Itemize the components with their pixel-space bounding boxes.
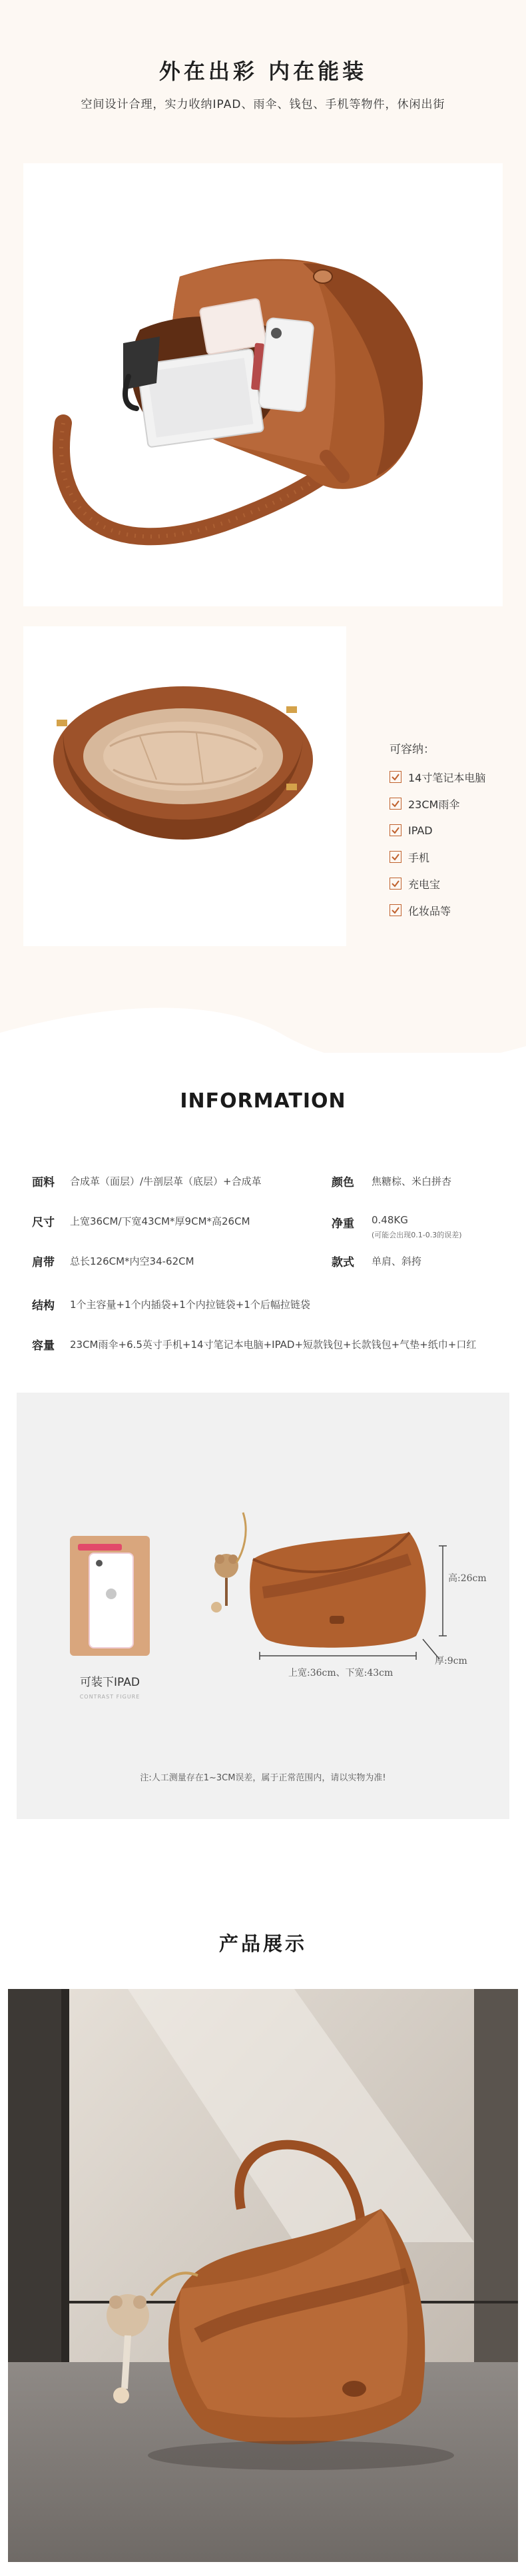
width-label: 上宽:36cm、下宽:43cm	[288, 1668, 394, 1678]
capacity-item	[390, 822, 523, 839]
measurement-note: 注:人工测量存在1~3CM误差，属于正常范围内，请以实物为准!	[140, 1773, 386, 1783]
height-label: 高:26cm	[448, 1573, 487, 1584]
product-title: 产品展示	[218, 1932, 307, 1955]
product-photo	[8, 1989, 518, 2562]
capacity-item-label: 23CM雨伞	[408, 798, 460, 811]
checkbox-icon	[390, 824, 401, 836]
thickness-label: 厚:9cm	[435, 1656, 467, 1666]
info-label: 结构	[32, 1299, 55, 1313]
capacity-item-label: 化妆品等	[408, 904, 451, 918]
bag-interior-illustration	[23, 626, 346, 946]
dimension-panel	[17, 1393, 509, 1819]
info-note: (可能会出现0.1-0.3的误差)	[372, 1231, 462, 1239]
info-label: 容量	[32, 1339, 55, 1353]
apple-logo-icon	[90, 1554, 132, 1647]
capacity-heading: 可容纳：	[390, 743, 435, 756]
info-value: 总长126CM*内空34-62CM	[70, 1255, 194, 1267]
bag-interior-image	[23, 626, 346, 946]
ipad-image	[70, 1536, 150, 1656]
ipad-subcaption: CONTRAST FIGURE	[79, 1694, 140, 1700]
bag-contents-illustration	[23, 163, 503, 606]
bag-contents-image	[23, 163, 503, 606]
info-value: 上宽36CM/下宽43CM*厚9CM*高26CM	[70, 1215, 250, 1227]
info-label: 尺寸	[32, 1216, 55, 1229]
info-value: 0.48KG	[372, 1214, 408, 1226]
phone-image	[89, 1553, 134, 1648]
capacity-item	[390, 902, 523, 919]
capacity-item-label: 14寸笔记本电脑	[408, 771, 486, 784]
checkbox-icon	[390, 904, 401, 916]
info-value: 23CM雨伞+6.5英寸手机+14寸笔记本电脑+IPAD+短款钱包+长款钱包+气垫+纸巾+口红	[70, 1339, 477, 1351]
info-value: 1个主容量+1个内插袋+1个内拉链袋+1个后幅拉链袋	[70, 1299, 310, 1311]
product-photo-illustration	[8, 1989, 518, 2562]
info-label: 颜色	[332, 1176, 354, 1189]
checkbox-icon	[390, 798, 401, 810]
info-value: 焦糖棕、米白拼杏	[372, 1175, 452, 1187]
info-label: 款式	[332, 1256, 354, 1269]
capacity-item	[390, 795, 523, 812]
bag-dimension-diagram	[196, 1493, 489, 1712]
capacity-item	[390, 848, 523, 866]
checkbox-icon	[390, 878, 401, 890]
capacity-item	[390, 875, 523, 892]
ipad-accent	[78, 1544, 122, 1551]
hero-title: 外在出彩 内在能装	[158, 59, 368, 84]
wave-divider	[0, 973, 526, 1079]
info-label: 净重	[332, 1217, 354, 1231]
info-value: 合成革（面层）/牛剖层革（底层）+合成革	[70, 1175, 262, 1187]
capacity-list	[390, 740, 523, 928]
capacity-item-label: 手机	[408, 851, 430, 864]
capacity-item	[390, 768, 523, 786]
information-title: INFORMATION	[180, 1089, 346, 1113]
ipad-caption: 可装下IPAD	[80, 1676, 140, 1689]
hero-section	[0, 0, 526, 1053]
info-label: 面料	[32, 1176, 55, 1189]
capacity-item-label: 充电宝	[408, 878, 441, 891]
info-label: 肩带	[32, 1256, 55, 1269]
checkbox-icon	[390, 851, 401, 863]
hero-subtitle: 空间设计合理，实力收纳IPAD、雨伞、钱包、手机等物件，休闲出街	[81, 98, 445, 111]
checkbox-icon	[390, 771, 401, 783]
capacity-item-label: IPAD	[408, 824, 433, 837]
info-value: 单肩、斜挎	[372, 1255, 422, 1267]
